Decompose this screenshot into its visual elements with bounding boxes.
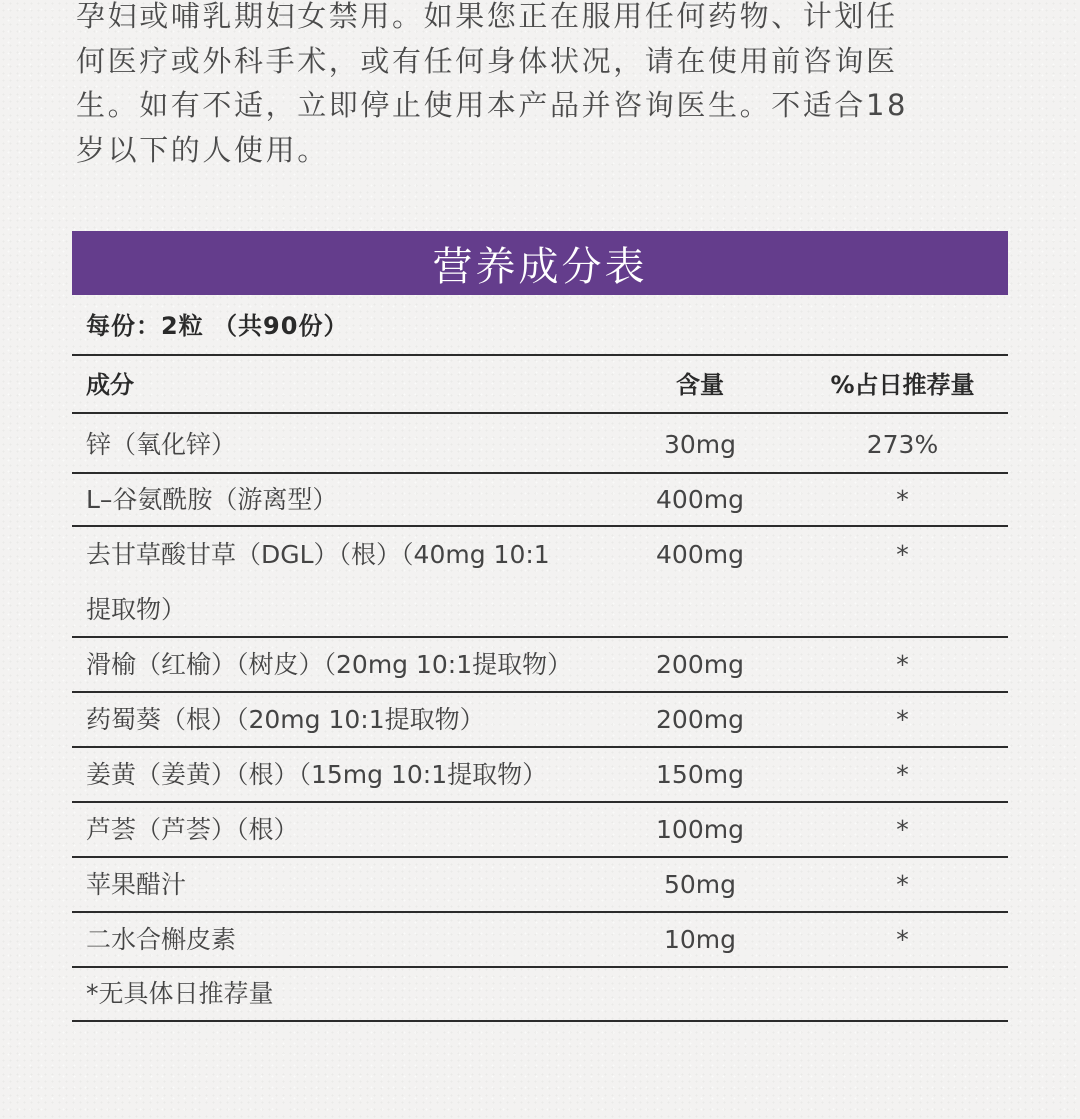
ingredient-daily-value: * bbox=[896, 815, 909, 844]
ingredient-name: L–谷氨酰胺（游离型） bbox=[86, 485, 338, 514]
warning-line: 生。如有不适，立即停止使用本产品并咨询医生。不适合18 bbox=[76, 88, 909, 122]
table-divider bbox=[72, 412, 1008, 414]
column-header-amount: 含量 bbox=[676, 371, 724, 399]
ingredient-name: 去甘草酸甘草（DGL）（根）（40mg 10:1 bbox=[86, 540, 550, 569]
column-header-daily-value: %占日推荐量 bbox=[830, 371, 975, 399]
ingredient-amount: 100mg bbox=[656, 815, 744, 844]
ingredient-name: 姜黄（姜黄）（根）（15mg 10:1提取物） bbox=[86, 760, 548, 789]
ingredient-name: 芦荟（芦荟）（根） bbox=[86, 815, 299, 844]
ingredient-daily-value: * bbox=[896, 925, 909, 954]
ingredient-daily-value: * bbox=[896, 650, 909, 679]
ingredient-name: 二水合槲皮素 bbox=[86, 925, 237, 954]
ingredient-daily-value: * bbox=[896, 540, 909, 569]
warning-line: 岁以下的人使用。 bbox=[76, 132, 329, 167]
ingredient-daily-value: * bbox=[896, 760, 909, 789]
ingredient-amount: 150mg bbox=[656, 760, 744, 789]
ingredient-name: 苹果醋汁 bbox=[86, 870, 187, 899]
footnote: *无具体日推荐量 bbox=[86, 979, 274, 1008]
column-header-ingredient: 成分 bbox=[86, 371, 134, 399]
nutrition-panel-title: 营养成分表 bbox=[432, 243, 648, 290]
ingredient-daily-value: * bbox=[896, 705, 909, 734]
ingredient-name: 锌（氧化锌） bbox=[86, 430, 237, 459]
warning-line: 何医疗或外科手术，或有任何身体状况，请在使用前咨询医 bbox=[76, 43, 898, 78]
ingredient-name: 滑榆（红榆）（树皮）（20mg 10:1提取物） bbox=[86, 650, 573, 679]
ingredient-amount: 400mg bbox=[656, 540, 744, 569]
warning-line: 孕妇或哺乳期妇女禁用。如果您正在服用任何药物、计划任 bbox=[76, 0, 898, 33]
serving-size: 每份：2粒 （共90份） bbox=[86, 312, 349, 340]
ingredient-daily-value: * bbox=[896, 870, 909, 899]
warning-paragraph bbox=[76, 0, 1006, 172]
table-divider bbox=[72, 1020, 1008, 1022]
ingredient-amount: 400mg bbox=[656, 485, 744, 514]
ingredient-daily-value: 273% bbox=[866, 430, 939, 459]
ingredient-name-continued: 提取物） bbox=[86, 595, 187, 624]
ingredient-amount: 200mg bbox=[656, 650, 744, 679]
ingredient-name: 药蜀葵（根）（20mg 10:1提取物） bbox=[86, 705, 485, 734]
table-divider bbox=[72, 354, 1008, 356]
ingredient-amount: 50mg bbox=[663, 870, 737, 899]
ingredient-amount: 10mg bbox=[663, 925, 737, 954]
ingredient-amount: 30mg bbox=[663, 430, 737, 459]
ingredient-daily-value: * bbox=[896, 485, 909, 514]
nutrition-panel-title-bar bbox=[72, 231, 1008, 295]
ingredient-amount: 200mg bbox=[656, 705, 744, 734]
